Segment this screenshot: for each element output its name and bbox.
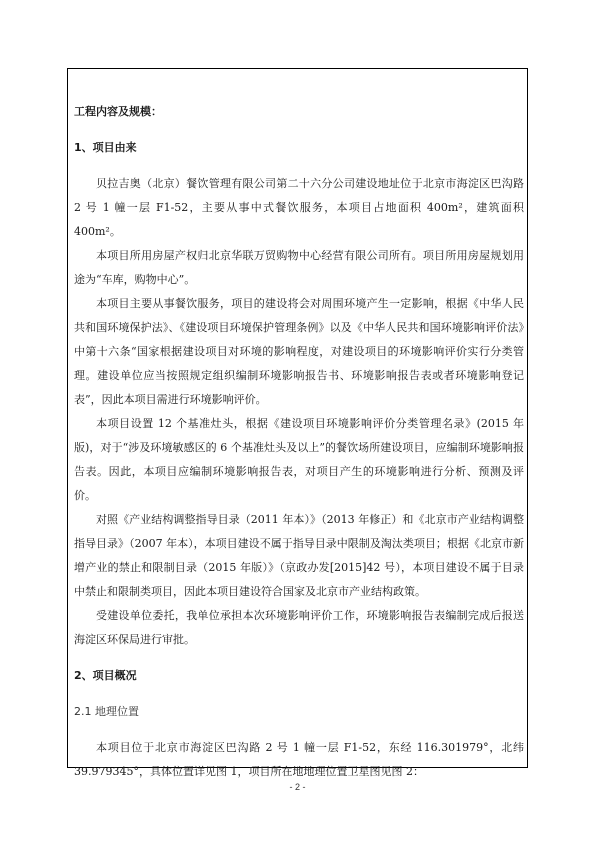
scope-heading: 工程内容及规模：: [74, 105, 162, 118]
paragraph-commission: 受建设单位委托，我单位承担本次环境影响评价工作，环境影响报告表编制完成后报送海淀区环保局进行审批。: [74, 609, 524, 646]
paragraph-stoves: 本项目设置 12 个基准灶头，根据《建设项目环境影响评价分类管理名录》(2015 年版)，对于“涉及环境敏感区的 6 个基准灶头及以上”的餐饮场所建设项目，应编制环境影响报告表。因此，本项目应编制环境影响报告表，对项目产生的环境影响进行分析、预测及评价。: [74, 417, 524, 502]
paragraph-background: 贝拉吉奥（北京）餐饮管理有限公司第二十六分公司建设地址位于北京市海淀区巴沟路 2 号 1 幢一层 F1-52，主要从事中式餐饮服务，本项目占地面积 400m²，建筑面积 400m²。: [74, 177, 524, 238]
page-number: - 2 -: [289, 782, 306, 792]
section-1-title: 1、项目由来: [74, 141, 137, 154]
section-2-title: 2、项目概况: [74, 669, 137, 682]
document-body: [74, 100, 524, 784]
paragraph-location: 本项目位于北京市海淀区巴沟路 2 号 1 幢一层 F1-52，东经 116.301979°，北纬 39.979345°，具体位置详见图 1，项目所在地地理位置卫星图见图 2：: [74, 741, 524, 778]
subsection-location-title: 2.1 地理位置: [74, 705, 139, 718]
paragraph-ownership: 本项目所用房屋产权归北京华联万贸购物中心经营有限公司所有。项目所用房屋规划用途为“车库，购物中心”。: [74, 249, 524, 286]
paragraph-industry-policy: 对照《产业结构调整指导目录（2011 年本）》（2013 年修正）和《北京市产业结构调整指导目录》（2007 年本），本项目建设不属于指导目录中限制及淘汰类项目；根据《北京市新增产业的禁止和限制目录（2015 年版）》（京政办发[2015]42 号），本项目建设不属于目录中禁止和限制类项目，因此本项目建设符合国家及北京市产业结构政策。: [74, 513, 524, 598]
paragraph-legal-basis: 本项目主要从事餐饮服务，项目的建设将会对周围环境产生一定影响，根据《中华人民共和国环境保护法》、《建设项目环境保护管理条例》以及《中华人民共和国环境影响评价法》中第十六条“国家根据建设项目对环境的影响程度，对建设项目的环境影响评价实行分类管理。建设单位应当按照规定组织编制环境影响报告书、环境影响报告表或者环境影响登记表”，因此本项目需进行环境影响评价。: [74, 297, 524, 406]
